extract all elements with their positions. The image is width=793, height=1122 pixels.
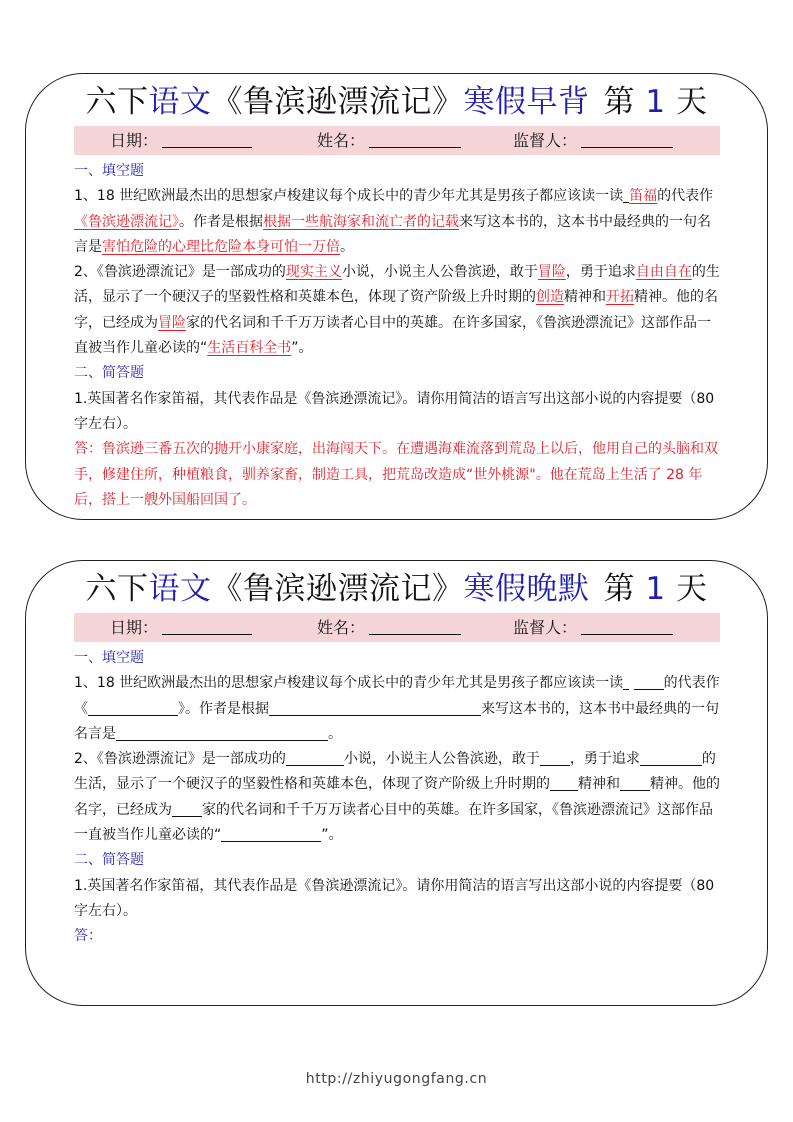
- section-heading-fill: 一、填空题: [74, 650, 144, 666]
- blank-source[interactable]: [269, 699, 481, 716]
- supervisor-field[interactable]: 监督人：: [513, 126, 673, 155]
- section-heading-short: 二、简答题: [74, 852, 144, 869]
- blank-synonym[interactable]: [172, 800, 202, 817]
- question-3: 1.英国著名作家笛福，其代表作品是《鲁滨逊漂流记》。请你用简洁的语言写出这部小说的内容提要（80 字左右）。: [74, 877, 715, 919]
- blank-spirit-2[interactable]: [620, 774, 650, 791]
- info-bar: [74, 126, 720, 155]
- evening-dictation-card: [25, 560, 768, 1006]
- blank-spirit-1[interactable]: [550, 774, 578, 791]
- footer-url: http://zhiyugongfang.cn: [305, 1071, 488, 1087]
- section-heading-short: 二、简答题: [74, 365, 144, 382]
- question-3: 1.英国著名作家笛福，其代表作品是《鲁滨逊漂流记》。请你用简洁的语言写出这部小说的内容提要（80 字左右）。: [74, 390, 715, 432]
- question-1: 1、18 世纪欧洲最杰出的思想家卢梭建议每个成长中的青少年尤其是男孩子都应该读一读 的代表作《 》。作者是根据 来写这本书的，这本书中最经典的一句名言是 。: [74, 675, 720, 742]
- section-heading-fill: 一、填空题: [74, 163, 144, 179]
- question-2: 2、《鲁滨逊漂流记》是一部成功的现实主义小说，小说主人公鲁滨逊，敢于冒险，勇于追求自由自在的生活，显示了一个硬汉子的坚毅性格和英雄本色，体现了资产阶级上升时期的创造精神和开拓精神。他的名字，已经成为冒险家的代名词和千千万万读者心目中的英雄。在许多国家，《鲁滨逊漂流记》这部作品一直被当作儿童必读的“生活百科全书”。: [74, 264, 720, 357]
- blank-encyclopedia[interactable]: [221, 825, 321, 842]
- question-2: 2、《鲁滨逊漂流记》是一部成功的 小说，小说主人公鲁滨逊，敢于 ，勇于追求 的生活，显示了一个硬汉子的坚毅性格和英雄本色，体现了资产阶级上升时期的 精神和 精神。他的名字，已经成为 家的代名词和千千万万读者心目中的英雄。在许多国家，《鲁滨逊漂流记》这部作品一直被当作儿童必读的“ ”。: [74, 751, 720, 844]
- question-1: 1、18 世纪欧洲最杰出的思想家卢梭建议每个成长中的青少年尤其是男孩子都应该读一读 笛福的代表作《鲁滨逊漂流记》。作者是根据根据一些航海家和流亡者的记载来写这本书的，这本书中最经典的一句名言是害怕危险的心理比危险本身可怕一万倍。: [74, 188, 714, 255]
- blank-author[interactable]: [634, 673, 664, 690]
- answer-text: 答：鲁滨逊三番五次的抛开小康家庭，出海闯天下。在遭遇海难流落到荒岛上以后，他用自己的头脑和双手，修建住所，种植粮食，驯养家畜，制造工具，把荒岛改造成“世外桃源"。他在荒岛上生活了 28 年后，搭上一艘外国船回国了。: [74, 441, 718, 508]
- card-title: 六下语文《鲁滨逊漂流记》寒假早背 第 1 天: [85, 84, 708, 120]
- supervisor-field[interactable]: 监督人：: [513, 613, 673, 642]
- blank-quote[interactable]: [116, 724, 328, 741]
- card-title: 六下语文《鲁滨逊漂流记》寒假晚默 第 1 天: [85, 571, 708, 607]
- blank-dare[interactable]: [540, 749, 570, 766]
- blank-genre[interactable]: [286, 749, 344, 766]
- name-field[interactable]: 姓名：: [317, 126, 461, 155]
- card-body: [74, 159, 720, 513]
- blank-pursue[interactable]: [640, 749, 702, 766]
- answer-label: 答：: [74, 928, 102, 945]
- date-field[interactable]: 日期：: [110, 126, 252, 155]
- info-bar: [74, 613, 720, 642]
- card-body: [74, 646, 720, 950]
- name-field[interactable]: 姓名：: [317, 613, 461, 642]
- date-field[interactable]: 日期：: [110, 613, 252, 642]
- morning-recite-card: [25, 73, 768, 520]
- blank-book[interactable]: [88, 699, 178, 716]
